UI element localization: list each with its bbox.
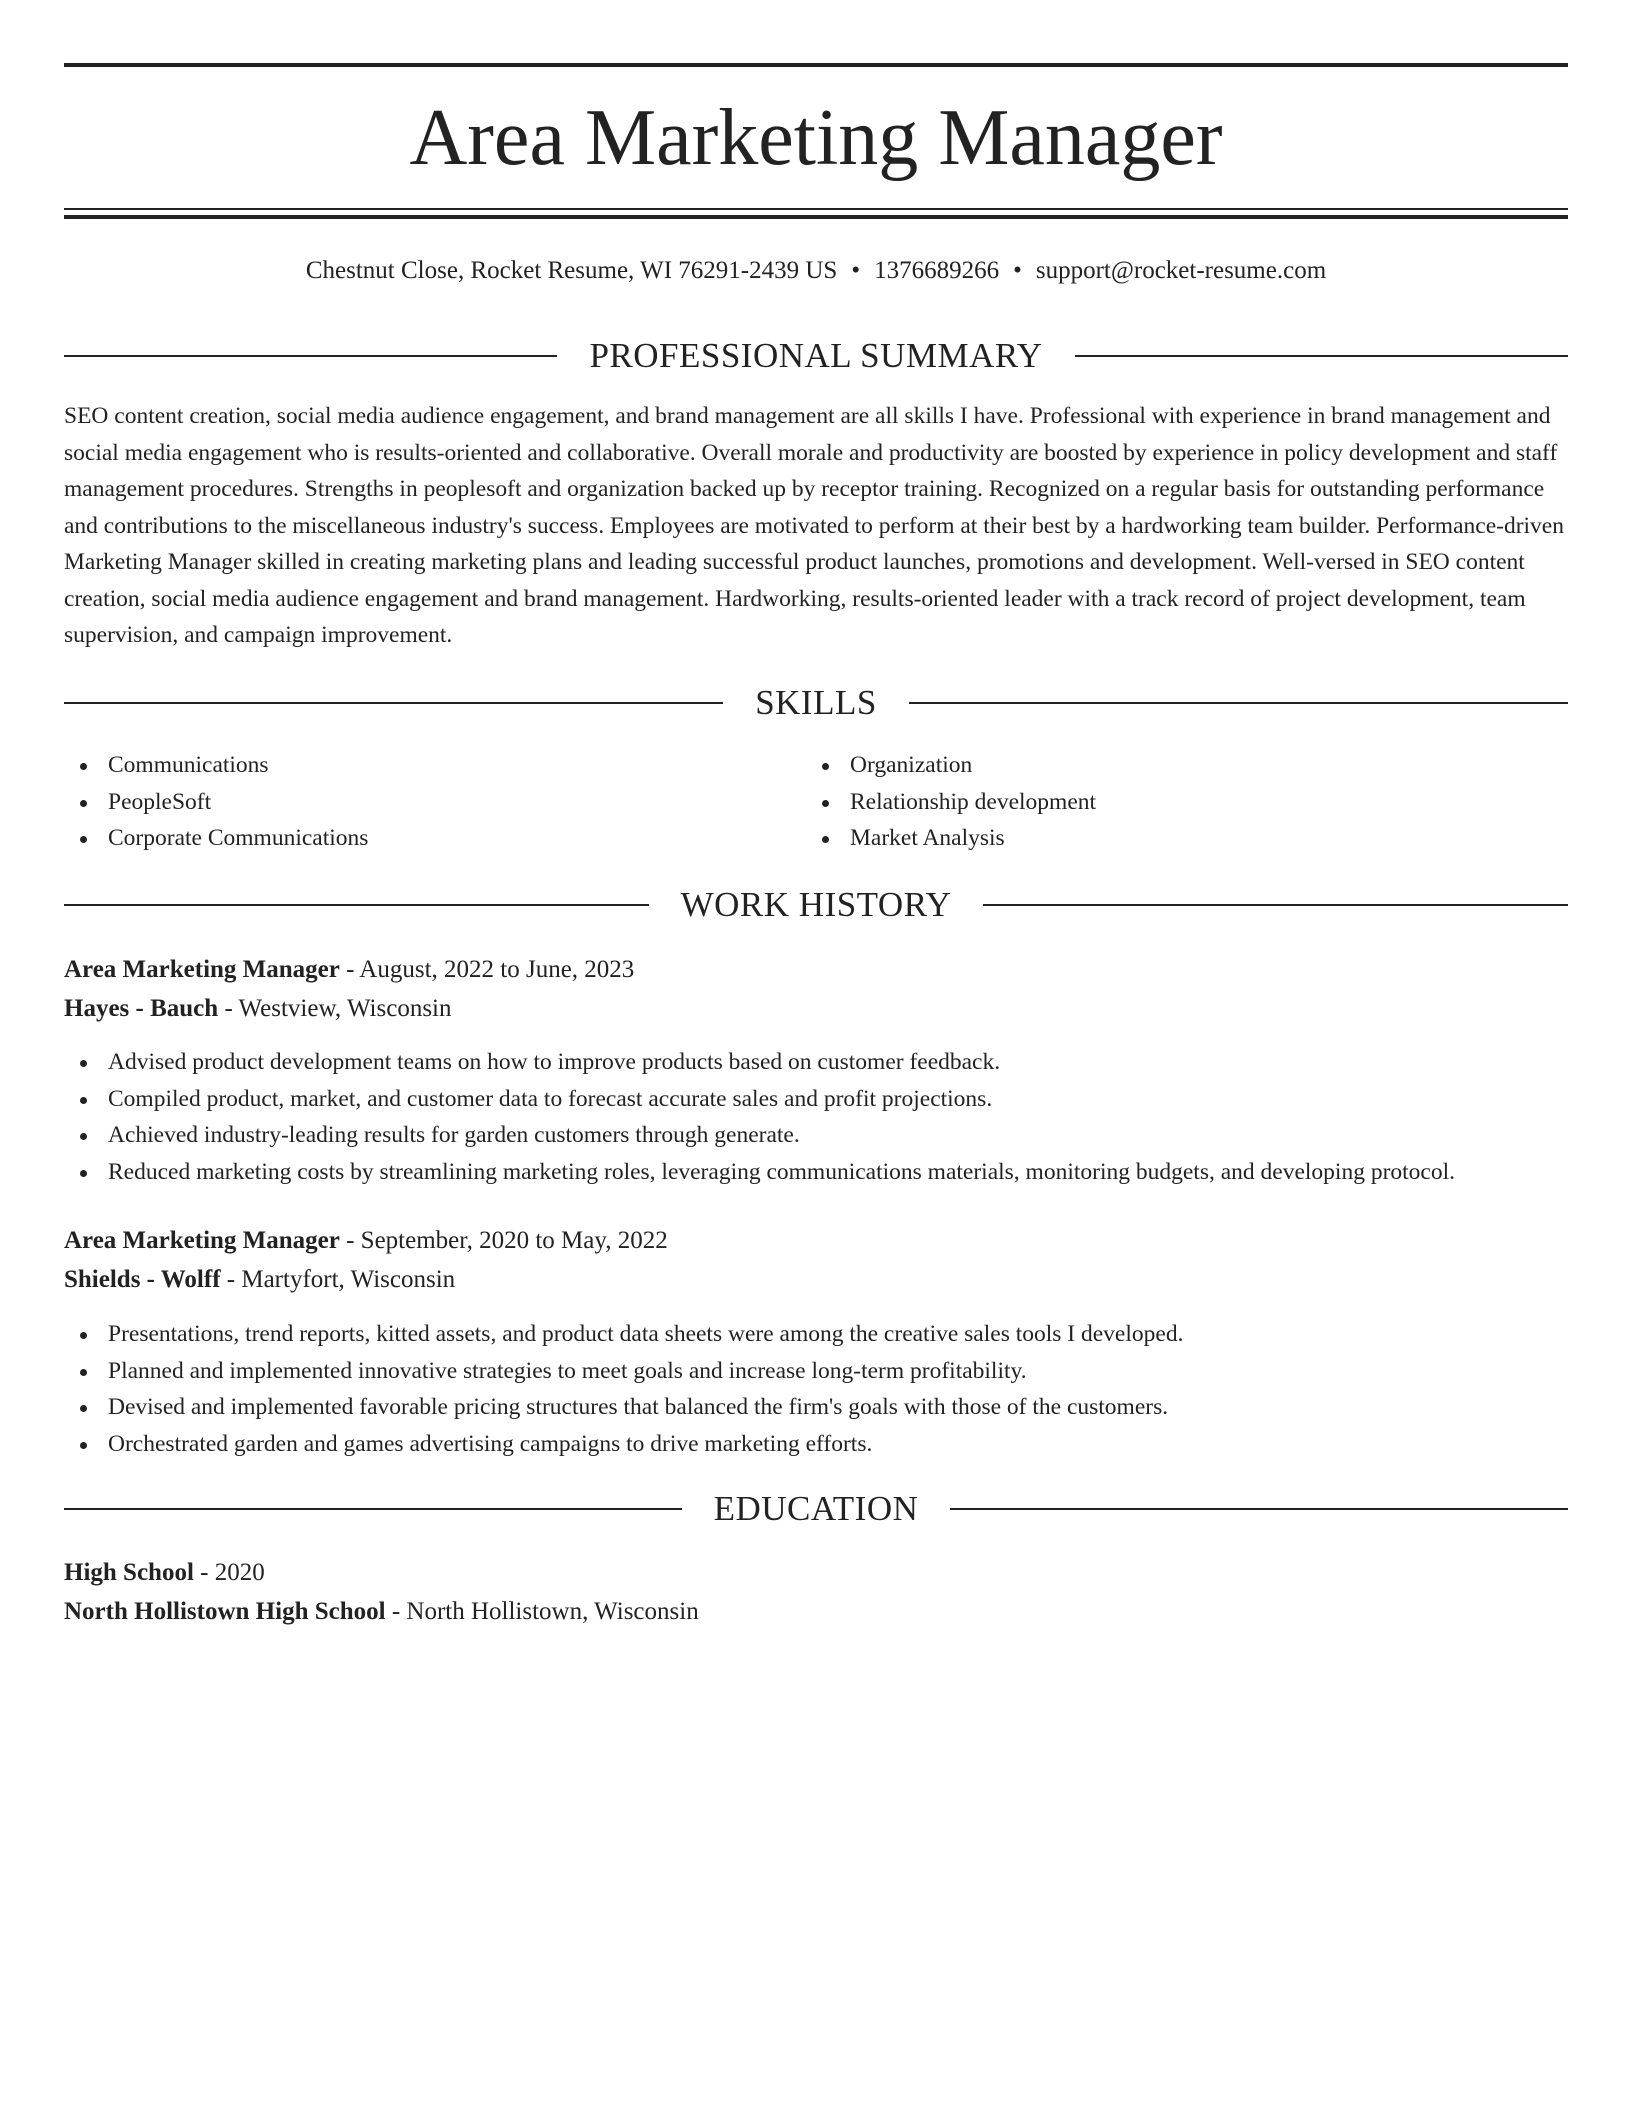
job-bullet: Advised product development teams on how to improve products based on customer feedback. [64, 1044, 1568, 1081]
job-bullets [64, 1316, 1568, 1462]
contact-phone: 1376689266 [874, 257, 1000, 284]
job-bullet: Presentations, trend reports, kitted assets, and product data sheets were among the creative sales tools I developed. [64, 1316, 1568, 1353]
job-bullet: Reduced marketing costs by streamlining marketing roles, leveraging communications materials, monitoring budgets, and developing protocol. [64, 1154, 1568, 1191]
heading-rule-right [1075, 355, 1568, 357]
job-bullet: Compiled product, market, and customer data to forecast accurate sales and profit projections. [64, 1081, 1568, 1118]
work-heading-label: WORK HISTORY [680, 885, 952, 924]
job-company: Shields - Wolff [64, 1266, 221, 1293]
job-title: Area Marketing Manager [64, 1227, 340, 1254]
job-bullet: Orchestrated garden and games advertising campaigns to drive marketing efforts. [64, 1426, 1568, 1463]
heading-rule-left [64, 702, 723, 704]
summary-heading [64, 334, 1568, 378]
work-heading [64, 883, 1568, 927]
skill-item: PeopleSoft [64, 784, 368, 821]
education-year: - 2020 [193, 1559, 265, 1586]
education-school: North Hollistown High School [64, 1598, 386, 1625]
job-dates: - September, 2020 to May, 2022 [339, 1227, 668, 1254]
header-top-rule [64, 63, 1568, 67]
education-school-line [64, 1593, 699, 1631]
education-degree: High School [64, 1559, 194, 1586]
resume-title: Area Marketing Manager [409, 94, 1223, 182]
skills-heading [64, 681, 1568, 725]
skill-item: Communications [64, 747, 368, 784]
contact-line [64, 252, 1568, 290]
skill-item: Relationship development [806, 784, 1096, 821]
job-dates: - August, 2022 to June, 2023 [339, 956, 635, 983]
job-company: Hayes - Bauch [64, 995, 219, 1022]
education-location: - North Hollistown, Wisconsin [385, 1598, 699, 1625]
contact-address: Chestnut Close, Rocket Resume, WI 76291-2439 US [305, 257, 838, 284]
job-title: Area Marketing Manager [64, 956, 340, 983]
heading-rule-right [983, 904, 1568, 906]
contact-separator: • [1013, 257, 1022, 284]
header-rule-thick [64, 215, 1568, 219]
contact-email: support@rocket-resume.com [1035, 257, 1327, 284]
job-bullet: Devised and implemented favorable pricing structures that balanced the firm's goals with those of the customers. [64, 1389, 1568, 1426]
job-bullets [64, 1044, 1568, 1190]
heading-rule-left [64, 904, 649, 906]
job-bullet: Achieved industry-leading results for garden customers through generate. [64, 1117, 1568, 1154]
heading-rule-left [64, 355, 557, 357]
job-title-line [64, 1222, 668, 1260]
summary-text: SEO content creation, social media audience engagement, and brand management are all skills I have. Professional with experience in brand management and social media engagement who is results-oriented and collaborative. Overall morale and productivity are boosted by experience in policy development and staff management procedures. Strengths in peoplesoft and organization backed up by receptor training. Recognized on a regular basis for outstanding performance and contributions to the miscellaneous industry's success. Employees are motivated to perform at their best by a hardworking team builder. Performance-driven Marketing Manager skilled in creating marketing plans and leading successful product launches, promotions and development. Well-versed in SEO content creation, social media audience engagement and brand management. Hardworking, results-oriented leader with a track record of project development, team supervision, and campaign improvement. [64, 403, 1564, 648]
header-rule-thin [64, 208, 1568, 210]
skills-list-right [806, 747, 1096, 857]
education-heading-label: EDUCATION [713, 1489, 919, 1528]
job-location: - Martyfort, Wisconsin [220, 1266, 456, 1293]
heading-rule-right [950, 1508, 1568, 1510]
skill-item: Market Analysis [806, 820, 1096, 857]
heading-rule-right [909, 702, 1568, 704]
heading-rule-left [64, 1508, 682, 1510]
job-title-line [64, 951, 634, 989]
summary-heading-label: PROFESSIONAL SUMMARY [589, 336, 1043, 375]
skill-item: Corporate Communications [64, 820, 368, 857]
skills-list-left [64, 747, 368, 857]
education-heading [64, 1487, 1568, 1531]
job-company-line [64, 990, 452, 1028]
skills-heading-label: SKILLS [755, 683, 877, 722]
skill-item: Organization [806, 747, 1096, 784]
job-bullet: Planned and implemented innovative strategies to meet goals and increase long-term profitability. [64, 1353, 1568, 1390]
job-location: - Westview, Wisconsin [218, 995, 452, 1022]
contact-separator: • [851, 257, 861, 284]
job-company-line [64, 1261, 455, 1299]
education-degree-line [64, 1554, 265, 1592]
